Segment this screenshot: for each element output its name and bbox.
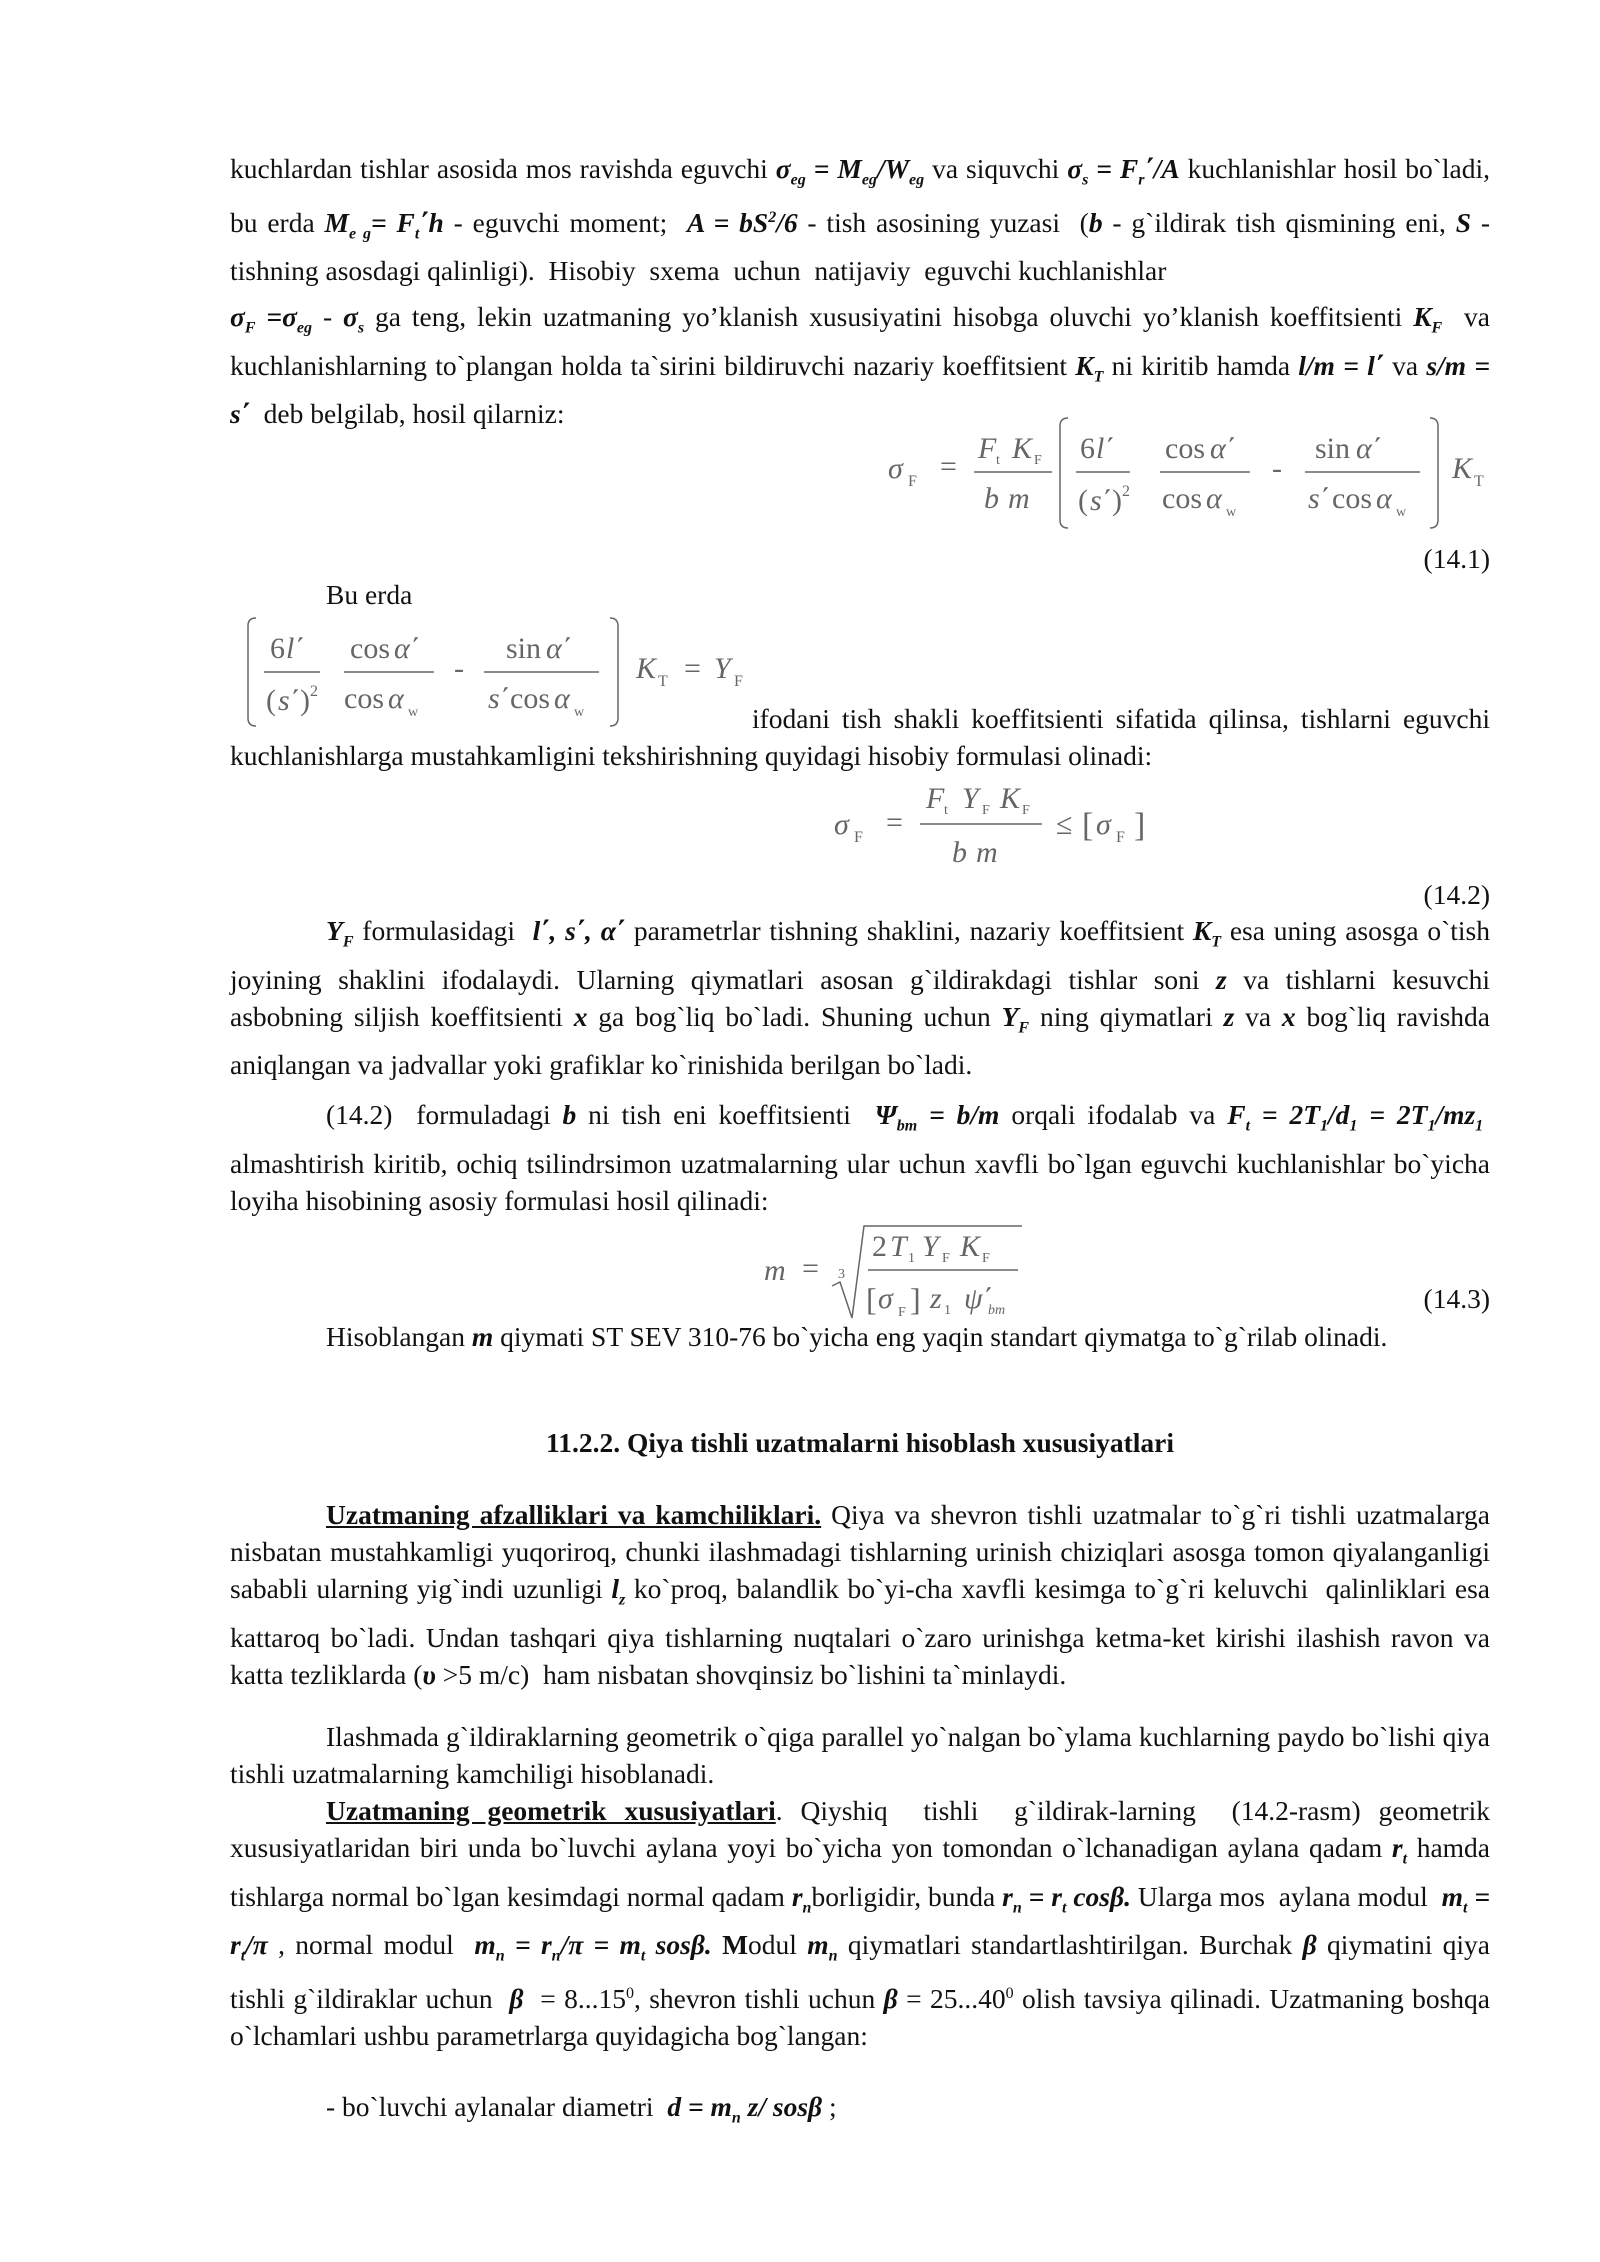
svg-text:=: = [940,450,957,483]
svg-text:σ: σ [888,452,903,485]
svg-text:F: F [978,432,997,465]
svg-text:σ: σ [1096,808,1111,841]
svg-text:α: α [1206,482,1222,515]
svg-text:m: m [764,1254,786,1287]
equation-14-2 [830,772,1170,891]
svg-text:cos: cos [510,682,550,715]
svg-text:T: T [1474,473,1484,490]
equation-14-1 [880,408,1500,547]
paragraph-9-title: Uzatmaning geometrik xususiyatlari [326,1795,776,1826]
svg-text:Y: Y [922,1230,939,1263]
svg-text:1: 1 [908,1251,915,1266]
svg-text:6: 6 [1080,432,1095,465]
svg-text:[: [ [1082,807,1094,844]
equation-number-14-1: (14.1) [1423,543,1490,574]
svg-text:F: F [1116,829,1125,846]
equation-number-14-2: (14.2) [1423,879,1490,910]
svg-text:): ) [300,684,310,717]
svg-text:[: [ [866,1281,877,1317]
paragraph-5: (14.2) formuladagi b ni tish eni koeffitsienti $\Psi_{bm} = b/m$ orqali ifodalab va $F_t = 2T_1/d_1 = 2T_1/mz_1$ almashtirish kiritib, ochiq tsilindrsimon uzatmalarning ular uchun xavfli bo`lgan eguvchi kuchlanishlar bo`yicha loyiha hisobining asosiy formulasi hosil qilinadi: [230,1099,1491,1216]
svg-text:w: w [574,705,585,720]
svg-text:cos: cos [1162,482,1202,515]
svg-text:F: F [982,803,990,818]
svg-text:w: w [1226,505,1237,520]
svg-text:T: T [890,1230,907,1263]
svg-text:w: w [408,705,419,720]
svg-text:K: K [1452,452,1473,485]
bu-erda-label: Bu erda [326,579,413,610]
svg-text:6: 6 [270,632,285,665]
svg-text:]: ] [1134,807,1146,844]
svg-text:-: - [1272,452,1282,485]
svg-text:α: α [1376,482,1392,515]
svg-text:bm: bm [988,1303,1006,1318]
svg-text:s΄: s΄ [488,682,510,715]
svg-text:σ: σ [878,1282,893,1315]
svg-text:=: = [886,806,903,839]
svg-text:s΄: s΄ [278,684,300,717]
svg-text:α΄: α΄ [546,632,572,665]
svg-text:K: K [1012,432,1033,465]
svg-text:K: K [1000,782,1021,815]
svg-text:α΄: α΄ [394,632,420,665]
svg-text:cos: cos [1332,482,1372,515]
svg-text:cos: cos [350,632,390,665]
svg-text:T: T [658,673,668,690]
svg-text:(: ( [1078,484,1088,517]
svg-text:-: - [454,652,464,685]
svg-text:b: b [984,482,999,515]
paragraph-2: $\sigma_F =\sigma_{eg} - \sigma_s$ ga teng, lekin uzatmaning yo’klanish xususiyatini hisobga oluvchi yo’klanish koeffitsienti $K_F$ va kuchlanishlarning to`plangan holda ta`sirini bildiruvchi nazariy koeffitsient $K_T$ ni kiritib hamda l/m = l΄ va s/m = s΄ deb belgilab, hosil qilarniz: [230,301,1490,429]
paragraph-10: - bo`luvchi aylanalar diametri $d = m_n$ z/ sosβ ; [326,2091,837,2127]
svg-text:Y: Y [962,782,979,815]
paragraph-4: $Y_F$ formulasidagi l΄, s΄, α΄ parametrlar tishning shaklini, nazariy koeffitsient $K_T$ esa uning asosga o`tish joyining shaklini ifodalaydi. Ularning qiymatlari asosan g`ildirakdagi tishlar soni z va tishlarni kesuvchi asbobning siljish koeffitsienti x ga bog`liq bo`ladi. Shuning uchun $Y_F$ ning qiymatlari z va x bog`liq ravishda aniqlangan va jadvallar yoki grafiklar ko`rinishida berilgan bo`ladi. [230,915,1490,1080]
svg-text:α: α [388,682,404,715]
svg-text:t: t [944,803,948,818]
svg-text:F: F [854,829,863,846]
svg-text:K: K [636,652,657,685]
svg-text:≤: ≤ [1056,808,1073,841]
svg-text:cos: cos [344,682,384,715]
svg-text:α΄: α΄ [1210,432,1236,465]
svg-text:3: 3 [838,1267,845,1282]
svg-text:α: α [554,682,570,715]
svg-text:F: F [1022,803,1030,818]
svg-text:l΄: l΄ [286,632,305,665]
svg-text:ψ΄: ψ΄ [964,1282,993,1315]
svg-text:m: m [1008,482,1030,515]
svg-text:z: z [930,1282,942,1315]
svg-text:2: 2 [872,1230,887,1263]
svg-text:σ: σ [834,808,849,841]
svg-text:F: F [898,1305,906,1320]
svg-text:=: = [684,652,701,685]
paragraph-7-title: Uzatmaning afzalliklari va kamchiliklari. [326,1499,822,1530]
svg-text:F: F [926,782,945,815]
paragraph-1: kuchlardan tishlar asosida mos ravishda eguvchi $\sigma_{eg} = M_{eg}/W_{eg}$ va siquvchi $\sigma_s = F_r΄/A$ kuchlanishlar hosil bo`ladi, bu erda $M_{e g}= F_t΄h$ - eguvchi moment; $A = bS^2/6$ - tish asosining yuzasi (b - g`ildirak tish qismining eni, S - tishning asosdagi qalinligi). Hisobiy sxema uchun natijaviy eguvchi kuchlanishlar [230,153,1490,287]
svg-text:(: ( [266,684,276,717]
svg-text:cos: cos [1165,432,1205,465]
svg-text:m: m [976,836,998,869]
paragraph-8: Ilashmada g`ildiraklarning geometrik o`qiga parallel yo`nalgan bo`ylama kuchlarning paydo bo`lishi qiya tishli uzatmalarning kamchiligi hisoblanadi. [230,1721,1490,1789]
svg-text:F: F [942,1251,950,1266]
paragraph-3: ifodani tish shakli koeffitsienti sifatida qilinsa, tishlarni eguvchi kuchlanishlarga mustahkamligini tekshirishning quyidagi hisobiy formulasi olinadi: [230,703,1490,771]
svg-text:1: 1 [944,1303,951,1318]
svg-text:F: F [734,673,743,690]
svg-text:w: w [1396,505,1407,520]
svg-text:F: F [1034,453,1042,468]
svg-text:K: K [960,1230,981,1263]
svg-text:F: F [982,1251,990,1266]
svg-text:): ) [1112,484,1122,517]
svg-text:sin: sin [1315,432,1351,465]
svg-text:b: b [952,836,967,869]
svg-text:Y: Y [714,652,731,685]
svg-text:2: 2 [310,683,318,700]
svg-text:s΄: s΄ [1308,482,1330,515]
section-heading: 11.2.2. Qiya tishli uzatmalarni hisoblash xususiyatlari [545,1427,1175,1458]
svg-text:l΄: l΄ [1096,432,1115,465]
svg-text:2: 2 [1122,483,1130,500]
paragraph-6: Hisoblangan m qiymati ST SEV 310-76 bo`yicha eng yaqin standart qiymatga to`g`rilab olinadi. [326,1321,1388,1352]
svg-text:F: F [908,473,917,490]
svg-text:t: t [996,453,1000,468]
paragraph-7: Uzatmaning afzalliklari va kamchiliklari. Qiya va shevron tishli uzatmalar to`g`ri tishli uzatmalarga nisbatan mustahkamligi yuqoriroq, chunki ilashmadagi tishlarning urinish chiziqlari asosga tomon qiyalanganligi sababli ularning yig`indi uzunligi $l_z$ ko`proq, balandlik bo`yi-cha xavfli kesimga to`g`ri keluvchi qalinliklari esa kattaroq bo`ladi. Undan tashqari qiya tishlarning nuqtalari o`zaro urinishga ketma-ket kirishi ilashish ravon va katta tezliklarda (υ >5 m/c) ham nisbatan shovqinsiz bo`lishini ta`minlaydi. [230,1499,1491,1690]
svg-text:=: = [802,1252,819,1285]
equation-number-14-3: (14.3) [1423,1283,1490,1314]
svg-text:sin: sin [506,632,542,665]
svg-text:s΄: s΄ [1090,484,1112,517]
svg-text:α΄: α΄ [1356,432,1382,465]
paragraph-9: Uzatmaning geometrik xususiyatlari. Qiyshiq tishli g`ildirak-larning (14.2-rasm) geometrik xususiyatlaridan biri unda bo`luvchi aylana yoyi bo`yicha yon tomondan o`lchanadigan aylana qadam $r_t$ hamda tishlarga normal bo`lgan kesimdagi normal qadam $r_nborligidir$, bunda $r_n = r_t$ cosβ. Ularga mos aylana modul $m_t = r_t/\pi$ , normal modul $m_n = r_n/\pi = m_t$ sosβ. Modul $m_n$ qiymatlari standartlashtirilgan. Burchak β qiymatini qiya tishli g`ildiraklar uchun $\beta = 8...15^0$, shevron tishli uchun $\beta = 25...40^0$ olish tavsiya qilinadi. Uzatmaning boshqa o`lchamlari ushbu parametrlarga quyidagicha bog`langan: [230,1795,1491,2051]
svg-text:]: ] [910,1281,921,1317]
